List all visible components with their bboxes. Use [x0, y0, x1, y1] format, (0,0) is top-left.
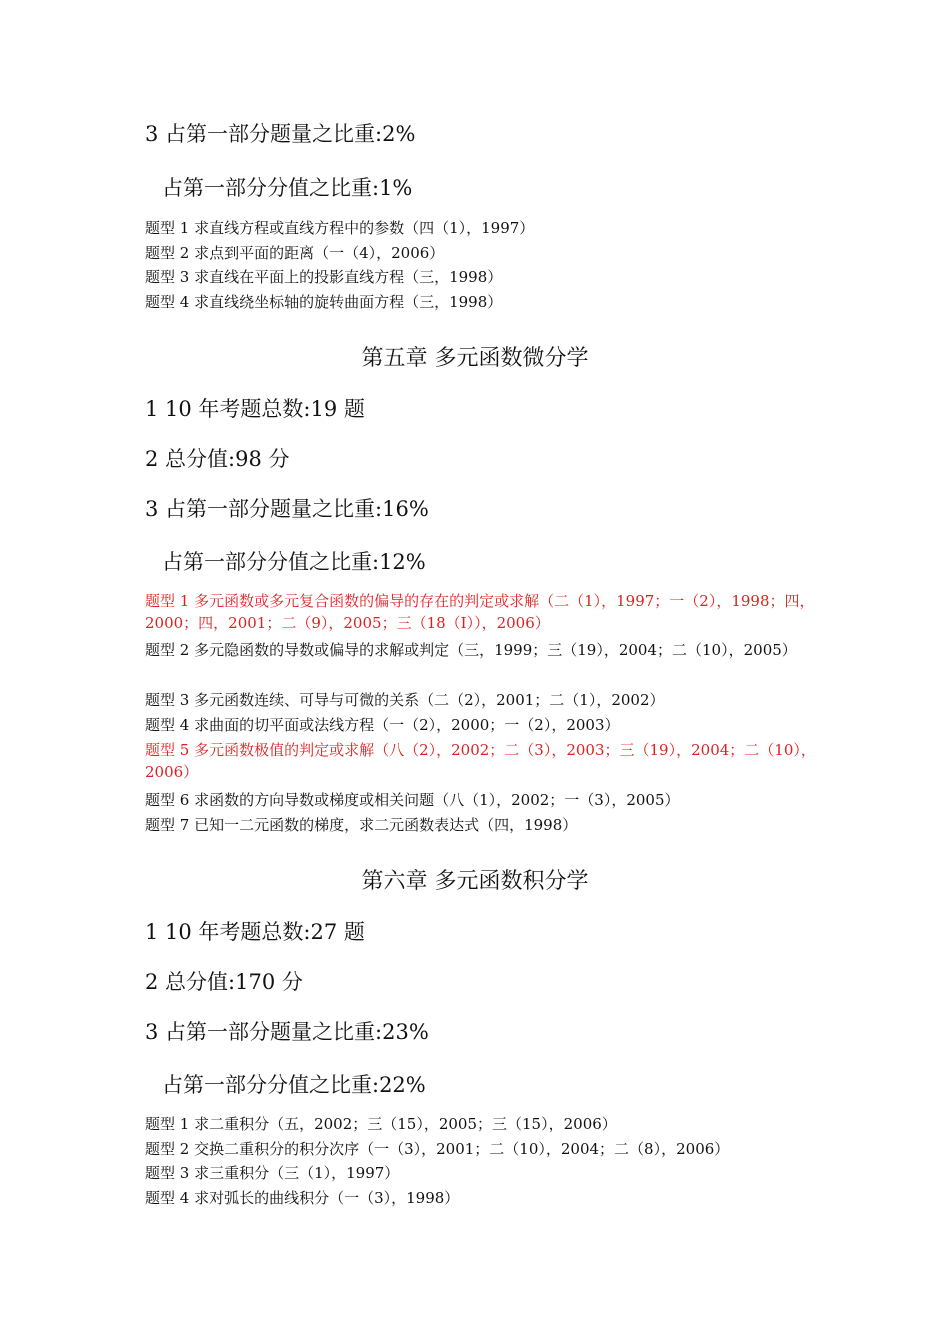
ch6-item-1: 题型 1 求二重积分（五，2002；三（15），2005；三（15），2006） — [145, 1115, 617, 1133]
ch5-ratio-value: 占第一部分分值之比重:12% — [162, 550, 426, 574]
ch5-item-3: 题型 3 多元函数连续、可导与可微的关系（二（2），2001；二（1），2002） — [145, 691, 665, 709]
ch5-ratio-count: 3 占第一部分题量之比重:16% — [145, 497, 429, 521]
chapter-6-title: 第六章 多元函数积分学 — [361, 869, 589, 894]
ch4-item-4: 题型 4 求直线绕坐标轴的旋转曲面方程（三，1998） — [145, 293, 503, 311]
ch5-item-6: 题型 6 求函数的方向导数或梯度或相关问题（八（1），2002；一（3），2005） — [145, 791, 680, 809]
ch5-item-5: 题型 5 多元函数极值的判定或求解（八（2），2002；二（3），2003；三（19），2004；二（10），2006） — [145, 741, 816, 781]
ch5-score: 2 总分值:98 分 — [145, 447, 290, 471]
ch6-total: 1 10 年考题总数:27 题 — [145, 920, 365, 944]
ch5-item-1: 题型 1 多元函数或多元复合函数的偏导的存在的判定或求解（二（1），1997；一（2），1998；四，2000；四，2001；二（9），2005；三（18（Ⅰ）），2006） — [145, 592, 815, 632]
ch4-ratio-count: 3 占第一部分题量之比重:2% — [145, 122, 416, 146]
chapter-5-title: 第五章 多元函数微分学 — [361, 346, 589, 371]
ch6-score: 2 总分值:170 分 — [145, 970, 303, 994]
ch6-item-3: 题型 3 求三重积分（三（1），1997） — [145, 1164, 400, 1182]
ch5-item-2: 题型 2 多元隐函数的导数或偏导的求解或判定（三，1999；三（19），2004；二（10），2005） — [145, 641, 797, 659]
ch5-item-7: 题型 7 已知一二元函数的梯度，求二元函数表达式（四，1998） — [145, 816, 578, 834]
ch6-item-4: 题型 4 求对弧长的曲线积分（一（3），1998） — [145, 1189, 460, 1207]
ch5-item-4: 题型 4 求曲面的切平面或法线方程（一（2），2000；一（2），2003） — [145, 716, 620, 734]
ch6-item-2: 题型 2 交换二重积分的积分次序（一（3），2001；二（10），2004；二（8），2006） — [145, 1140, 730, 1158]
ch4-item-1: 题型 1 求直线方程或直线方程中的参数（四（1），1997） — [145, 219, 535, 237]
ch4-item-3: 题型 3 求直线在平面上的投影直线方程（三，1998） — [145, 268, 503, 286]
ch6-ratio-count: 3 占第一部分题量之比重:23% — [145, 1020, 429, 1044]
ch5-total: 1 10 年考题总数:19 题 — [145, 397, 365, 421]
ch4-item-2: 题型 2 求点到平面的距离（一（4），2006） — [145, 244, 445, 262]
ch6-ratio-value: 占第一部分分值之比重:22% — [162, 1073, 426, 1097]
ch4-ratio-value: 占第一部分分值之比重:1% — [162, 176, 413, 200]
